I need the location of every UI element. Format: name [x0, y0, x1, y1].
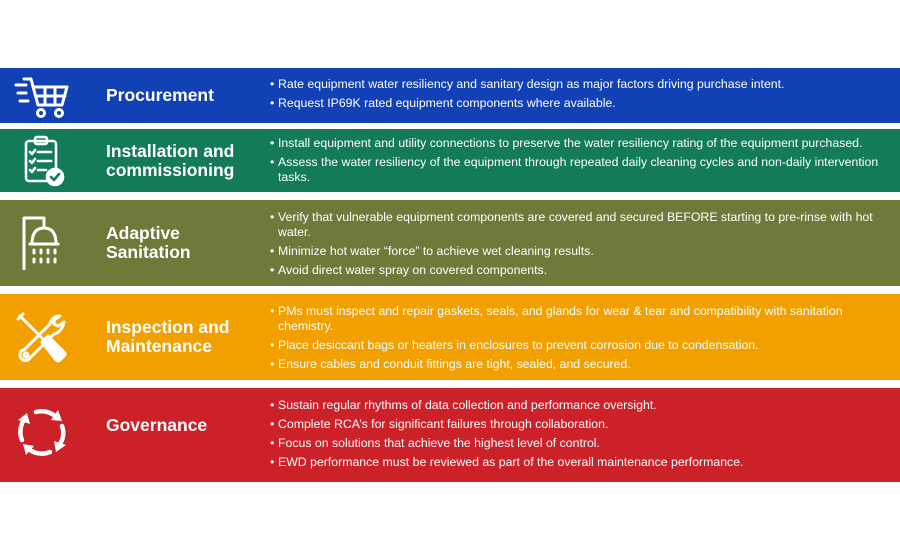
bullet-item: • PMs must inspect and repair gaskets, seals, and glands for wear & tear and compatibility with sanitation chemistry.: [270, 304, 896, 334]
governance-band: [0, 388, 900, 482]
bullet-item: • EWD performance must be reviewed as part of the overall maintenance performance.: [270, 455, 896, 470]
sanitation-band: [0, 200, 900, 286]
bullet-item: • Place desiccant bags or heaters in enclosures to prevent corrosion due to condensation.: [270, 338, 896, 353]
bullet-list: [270, 398, 896, 474]
section-title: Adaptive Sanitation: [106, 223, 191, 262]
bullet-item: • Verify that vulnerable equipment components are covered and secured BEFORE starting to pre-rinse with hot water.: [270, 210, 896, 240]
bullet-item: • Rate equipment water resiliency and sanitary design as major factors driving purchase intent.: [270, 77, 896, 92]
bullet-list: [270, 210, 896, 282]
bullet-item: • Install equipment and utility connections to preserve the water resiliency rating of the equipment purchased.: [270, 136, 896, 151]
bullet-list: [270, 304, 896, 376]
section-title: Governance: [106, 414, 208, 435]
clipboard-checklist-icon: [14, 133, 70, 189]
bullet-list: [270, 77, 896, 115]
bullet-item: • Request IP69K rated equipment components where available.: [270, 96, 896, 111]
bullet-item: • Assess the water resiliency of the equipment through repeated daily cleaning cycles and non-daily intervention tasks.: [270, 155, 896, 185]
bullet-list: [270, 136, 896, 189]
installation-band: [0, 129, 900, 192]
shower-icon: [14, 214, 70, 270]
bullet-item: • Focus on solutions that achieve the highest level of control.: [270, 436, 896, 451]
wrench-screwdriver-icon: [14, 310, 70, 366]
bullet-item: • Complete RCA’s for significant failures through collaboration.: [270, 417, 896, 432]
cycle-arrows-icon: [14, 404, 70, 460]
bullet-item: • Sustain regular rhythms of data collection and performance oversight.: [270, 398, 896, 413]
bullet-item: • Ensure cables and conduit fittings are tight, sealed, and secured.: [270, 357, 896, 372]
bullet-item: • Avoid direct water spray on covered components.: [270, 263, 896, 278]
section-title: Inspection and Maintenance: [106, 317, 230, 356]
procurement-band: [0, 68, 900, 123]
inspection-band: [0, 294, 900, 380]
section-title: Installation and commissioning: [106, 140, 235, 180]
section-title: Procurement: [106, 85, 214, 105]
bullet-item: • Minimize hot water “force” to achieve wet cleaning results.: [270, 244, 896, 259]
shopping-cart-icon: [14, 69, 70, 125]
